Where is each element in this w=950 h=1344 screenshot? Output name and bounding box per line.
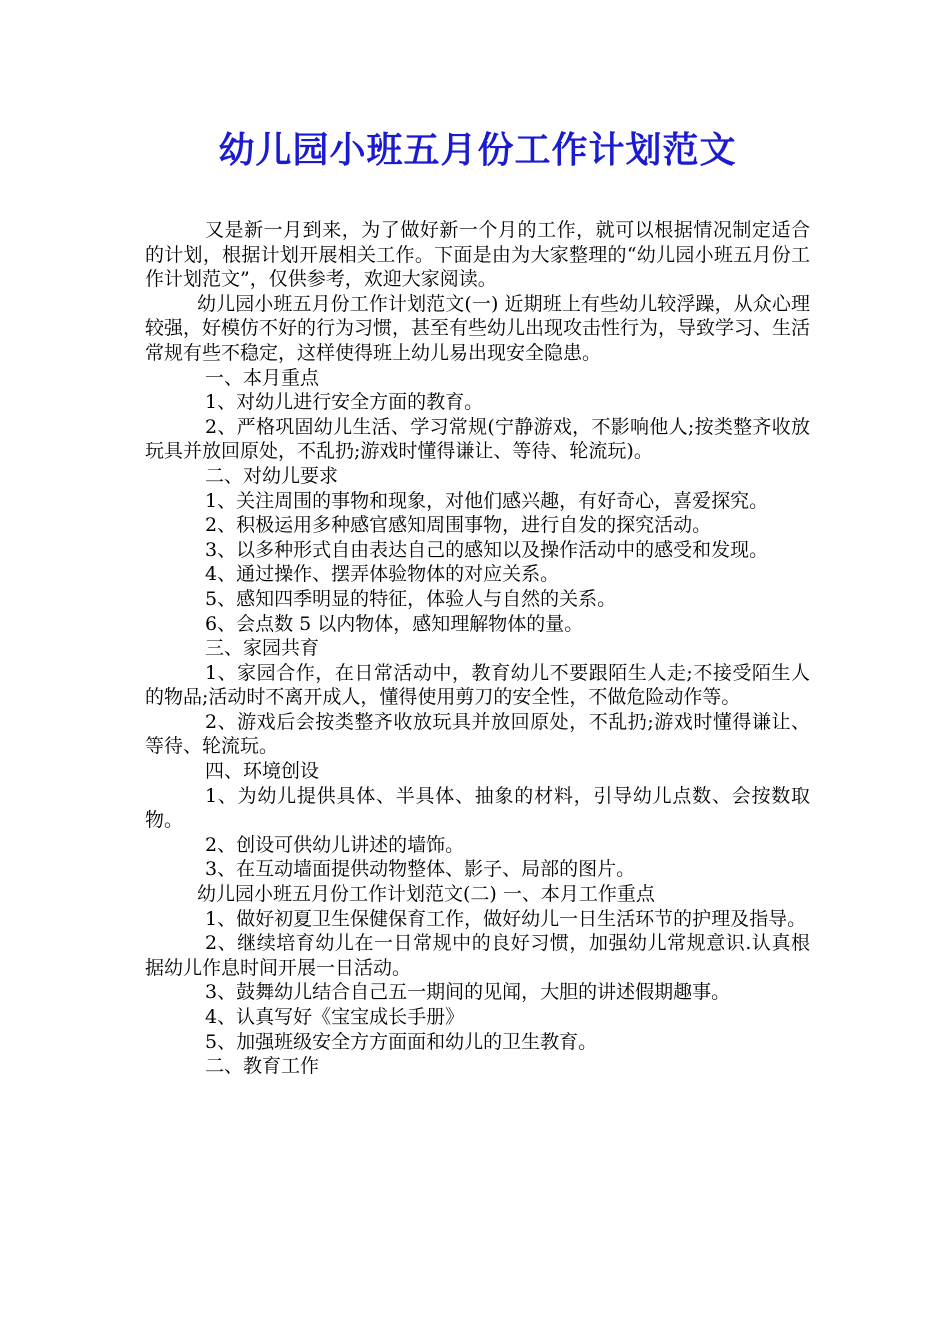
list-item: 6、会点数 5 以内物体，感知理解物体的量。: [205, 612, 584, 635]
list-item: 1、对幼儿进行安全方面的教育。: [205, 391, 484, 414]
list-item: 1、做好初夏卫生保健保育工作，做好幼儿一日生活环节的护理及指导。: [205, 907, 807, 930]
list-item: 3、鼓舞幼儿结合自己五一期间的见闻，大胆的讲述假期趣事。: [205, 981, 731, 1004]
list-item: 4、通过操作、摆弄体验物体的对应关系。: [205, 563, 560, 586]
list-item: 2、严格巩固幼儿生活、学习常规(宁静游戏，不影响他人;按类整齐收放玩具并放回原处，不乱扔;游戏时懂得谦让、等待、轮流玩)。: [145, 415, 810, 463]
list-item: 3、在互动墙面提供动物整体、影子、局部的图片。: [205, 858, 636, 881]
list-item: 3、以多种形式自由表达自己的感知以及操作活动中的感受和发现。: [205, 538, 769, 561]
list-item: 4、认真写好《宝宝成长手册》: [205, 1006, 465, 1028]
paragraph-sample-two: 幼儿园小班五月份工作计划范文(二) 一、本月工作重点: [197, 883, 655, 906]
list-item: 1、关注周围的事物和现象，对他们感兴趣，有好奇心，喜爱探究。: [205, 489, 769, 512]
heading-home-school: 三、家园共育: [205, 637, 320, 660]
document-page: [145, 120, 810, 1079]
document-body: [145, 218, 810, 1079]
list-item: 2、继续培育幼儿在一日常规中的良好习惯，加强幼儿常规意识.认真根据幼儿作息时间开展一日活动。: [145, 932, 810, 979]
heading-education: 二、教育工作: [205, 1055, 320, 1078]
heading-focus: 一、本月重点: [205, 366, 320, 389]
list-item: 2、创设可供幼儿讲述的墙饰。: [205, 833, 465, 856]
list-item: 2、游戏后会按类整齐收放玩具并放回原处，不乱扔;游戏时懂得谦让、等待、轮流玩。: [145, 710, 810, 758]
list-item: 5、加强班级安全方方面面和幼儿的卫生教育。: [205, 1030, 598, 1053]
list-item: 5、感知四季明显的特征，体验人与自然的关系。: [205, 587, 617, 610]
list-item: 1、为幼儿提供具体、半具体、抽象的材料，引导幼儿点数、会按数取物。: [145, 784, 810, 832]
heading-environment: 四、环境创设: [205, 760, 320, 783]
list-item: 2、积极运用多种感官感知周围事物，进行自发的探究活动。: [205, 514, 712, 537]
list-item: 1、家园合作，在日常活动中，教育幼儿不要跟陌生人走;不接受陌生人的物品;活动时不离开成人，懂得使用剪刀的安全性，不做危险动作等。: [145, 661, 810, 709]
paragraph-sample-one: 幼儿园小班五月份工作计划范文(一) 近期班上有些幼儿较浮躁，从众心理较强，好模仿不好的行为习惯，甚至有些幼儿出现攻击性行为，导致学习、生活常规有些不稳定，这样使得班上幼儿易出现安全隐患。: [145, 292, 811, 364]
heading-requirements: 二、对幼儿要求: [205, 464, 339, 487]
paragraph-intro: 又是新一月到来，为了做好新一个月的工作，就可以根据情况制定适合的计划，根据计划开展相关工作。下面是由为大家整理的“幼儿园小班五月份工作计划范文”，仅供参考，欢迎大家阅读。: [145, 219, 810, 291]
document-title: 幼儿园小班五月份工作计划范文: [218, 129, 737, 171]
